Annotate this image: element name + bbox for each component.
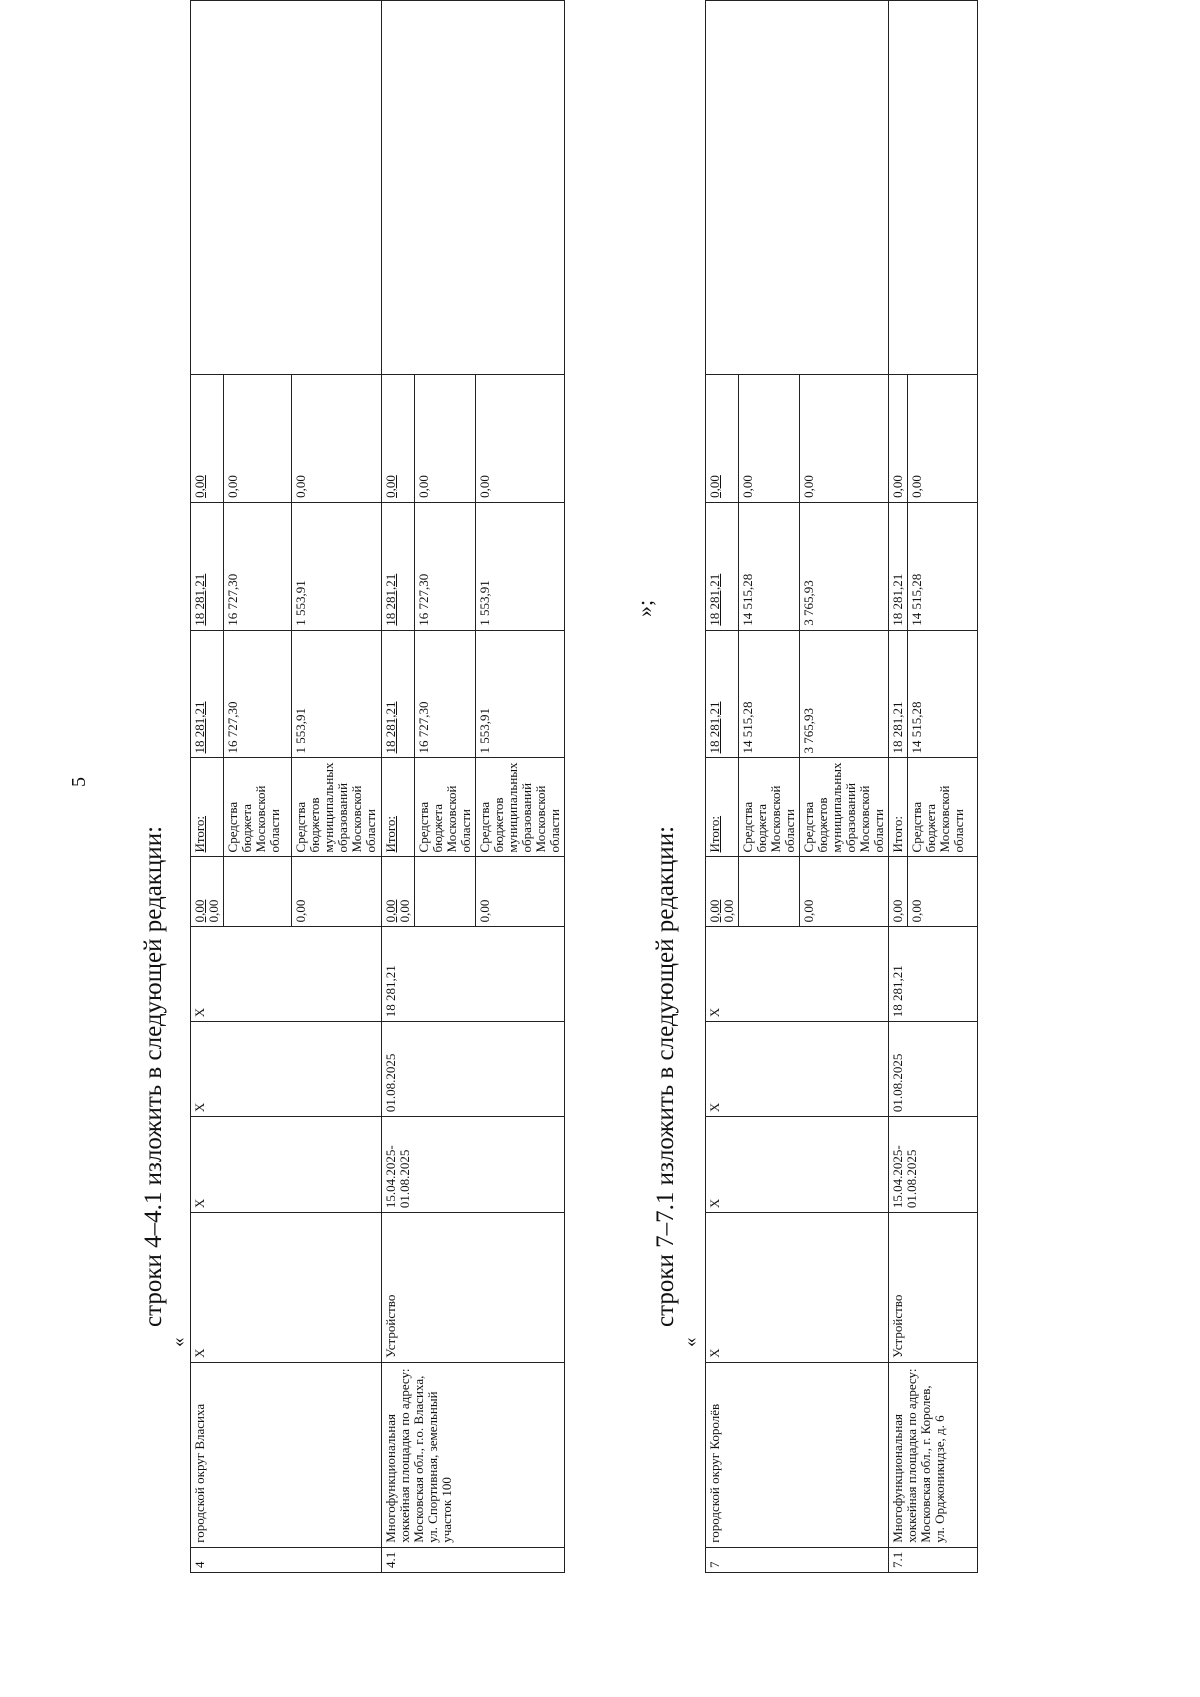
cell-remaining: 0,00 [191,375,224,503]
cell-financed: 0,00 [889,857,908,927]
cell-empty [706,1,889,375]
open-quote-1: « [168,1337,189,1347]
cell-remaining: 0,00 [706,375,739,503]
cell-total: 1 553,91 [476,630,565,758]
cell-empty [191,1,382,375]
cell-period: X [706,1117,889,1213]
cell-financed: 0,00 0,00 [382,857,415,927]
cell-remaining: 0,00 [800,375,889,503]
table-row [706,1,739,1573]
cell-year: 1 553,91 [476,502,565,630]
cell-financed: 0,00 0,00 [706,857,739,927]
cell-cost: X [706,927,889,1022]
cell-total: 14 515,28 [908,630,978,758]
cell-source-municipal: Средства бюджетов муниципальных образований Московской области [292,758,382,857]
row-name: Многофункциональная хоккейная площадка по адресу: Московская обл., г. Королев, ул. Орджоникидзе, д. 6 [889,1362,978,1547]
table-rows-4 [190,0,565,1573]
cell-year: 14 515,28 [908,502,978,630]
cell-remaining: 0,00 [739,375,800,503]
cell-type: Устройство [889,1213,978,1363]
cell-total: 18 281,21 [706,630,739,758]
row-name: городской округ Власиха [191,1362,382,1547]
cell-empty [889,1,978,375]
table-row [382,1,415,1573]
cell-total: 1 553,91 [292,630,382,758]
cell-financed: 0,00 [908,857,978,927]
cell-source-total: Итого: [382,758,415,857]
cell-source-region: Средства бюджета Московской области [908,758,978,857]
page-number: 5 [68,777,90,787]
cell-year: 1 553,91 [292,502,382,630]
cell-total: 3 765,93 [800,630,889,758]
cell-date: X [191,1022,382,1117]
cell-period: 15.04.2025-01.08.2025 [382,1117,565,1213]
cell-year: 14 515,28 [739,502,800,630]
cell-year: 18 281,21 [191,502,224,630]
cell-financed: 0,00 [476,857,565,927]
cell-remaining: 0,00 [908,375,978,503]
cell-year: 3 765,93 [800,502,889,630]
cell-source-total: Итого: [706,758,739,857]
cell-financed: 0,00 [292,857,382,927]
section-heading-2: строки 7–7.1 изложить в следующей редакции: [652,825,679,1327]
cell-remaining: 0,00 [476,375,565,503]
table-row [889,1,908,1573]
cell-period: 15.04.2025-01.08.2025 [889,1117,978,1213]
cell-total: 18 281,21 [382,630,415,758]
cell-source-municipal: Средства бюджетов муниципальных образований Московской области [800,758,889,857]
cell-total: 18 281,21 [191,630,224,758]
cell-remaining: 0,00 [415,375,476,503]
open-quote-2: « [680,1337,701,1347]
row-name: Многофункциональная хоккейная площадка по адресу: Московская обл., г.о. Власиха, ул. Спортивная, земельный участок 100 [382,1362,565,1547]
cell-financed [739,857,800,927]
cell-cost: 18 281,21 [889,927,978,1022]
cell-date: 01.08.2025 [889,1022,978,1117]
row-number: 4.1 [382,1547,565,1572]
cell-total: 14 515,28 [739,630,800,758]
row-name: городской округ Королёв [706,1362,889,1547]
cell-source-total: Итого: [889,758,908,857]
cell-year: 16 727,30 [415,502,476,630]
cell-year: 18 281,21 [889,502,908,630]
section-heading-1: строки 4–4.1 изложить в следующей редакции: [140,825,167,1327]
cell-source-region: Средства бюджета Московской области [224,758,292,857]
row-number: 7.1 [889,1547,978,1572]
cell-period: X [191,1117,382,1213]
cell-year: 18 281,21 [382,502,415,630]
cell-remaining: 0,00 [889,375,908,503]
cell-date: 01.08.2025 [382,1022,565,1117]
cell-type: X [191,1213,382,1363]
cell-source-municipal: Средства бюджетов муниципальных образований Московской области [476,758,565,857]
cell-remaining: 0,00 [224,375,292,503]
cell-total: 16 727,30 [415,630,476,758]
cell-financed: 0,00 [800,857,889,927]
cell-type: X [706,1213,889,1363]
cell-financed: 0,00 0,00 [191,857,224,927]
cell-source-region: Средства бюджета Московской области [415,758,476,857]
cell-year: 16 727,30 [224,502,292,630]
cell-cost: 18 281,21 [382,927,565,1022]
cell-date: X [706,1022,889,1117]
table-row [191,1,224,1573]
cell-source-region: Средства бюджета Московской области [739,758,800,857]
cell-financed [224,857,292,927]
closing-quote: »; [632,599,657,617]
cell-remaining: 0,00 [292,375,382,503]
cell-type: Устройство [382,1213,565,1363]
cell-empty [382,1,565,375]
cell-cost: X [191,927,382,1022]
cell-remaining: 0,00 [382,375,415,503]
table-rows-7 [705,0,978,1573]
cell-year: 18 281,21 [706,502,739,630]
cell-financed [415,857,476,927]
cell-total: 16 727,30 [224,630,292,758]
cell-total: 18 281,21 [889,630,908,758]
row-number: 4 [191,1547,382,1572]
row-number: 7 [706,1547,889,1572]
cell-source-total: Итого: [191,758,224,857]
